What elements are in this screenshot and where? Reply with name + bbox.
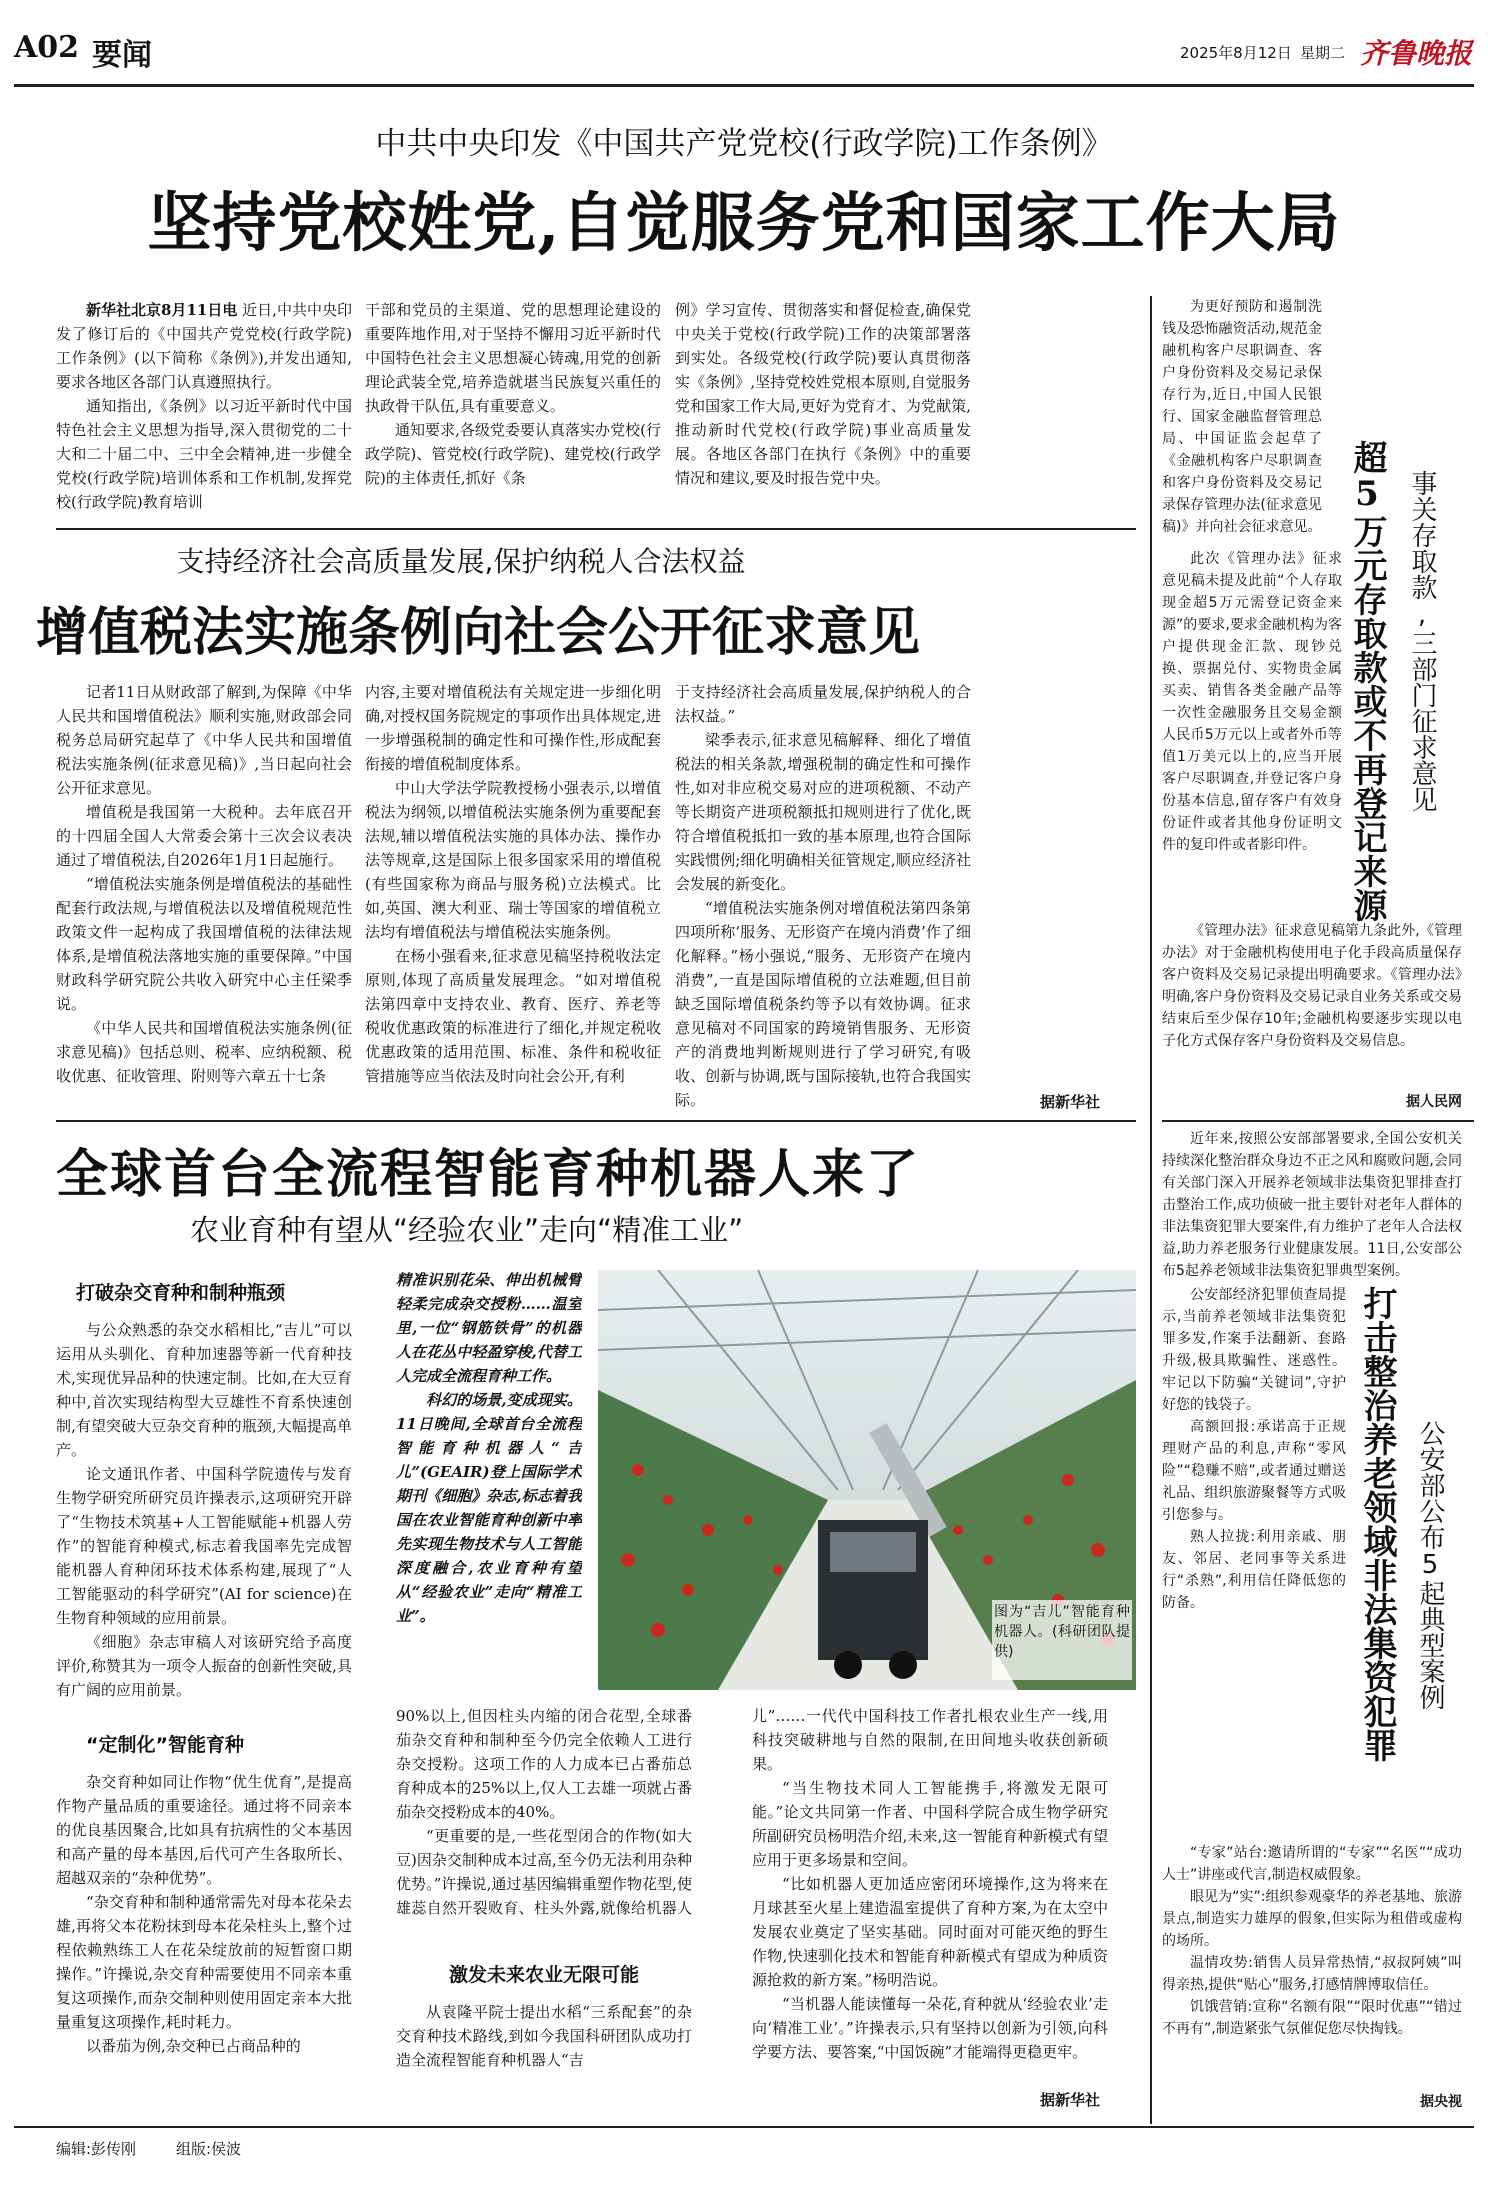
art2-kicker: 支持经济社会高质量发展,保护纳税人合法权益: [176, 545, 746, 578]
art3-c3p3: “比如机器人更加适应密闭环境操作,这为将来在月球甚至火星上建造温室提供了育种方案,为在太空中发展农业奠定了坚实基础。同时面对可能灭绝的野生作物,快速驯化技术和智能育种新模式有望成为种质资源抢救的新方案。”杨明浩说。: [752, 1875, 1108, 1989]
art1-col2: [365, 298, 661, 518]
art1-headline: 坚持党校姓党,自觉服务党和国家工作大局: [147, 186, 1341, 261]
art3-c1p1: 与公众熟悉的杂交水稻相比,“吉儿”可以运用从头驯化、育种加速器等新一代育种技术,实现优异品种的快速定制。比如,在大豆育种中,首次实现结构型大豆雄性不育系快速创制,有望突破大豆杂交育种的瓶颈,大幅提高单产。: [56, 1321, 352, 1459]
art2-c2p1: 内容,主要对增值税法有关规定进一步细化明确,对授权国务院规定的事项作出具体规定,进一步增强税制的确定性和可操作性,形成配套衔接的增值税制度体系。: [365, 683, 661, 773]
art3-subhead: 农业育种有望从“经验农业”走向“精准工业”: [190, 1213, 744, 1247]
sidebar-rule: [1150, 296, 1152, 2124]
photo-caption: 图为“吉儿”智能育种机器人。(科研团队提供): [992, 1600, 1132, 1680]
side2-p7: 温情攻势:销售人员异常热情,“叔叔阿姨”叫得亲热,提供“贴心”服务,打感情牌博取信任。: [1162, 1955, 1462, 1993]
footer-rule: [14, 2126, 1474, 2128]
art3-c3p2: “当生物技术同人工智能携手,将激发无限可能。”论文共同第一作者、中国科学院合成生物学研究所副研究员杨明浩介绍,未来,这一智能育种新模式有望应用于更多场景和空间。: [752, 1779, 1108, 1869]
side1-source: 据人民网: [1406, 1094, 1462, 1110]
art3-subhead-1: 打破杂交育种和制种瓶颈: [76, 1282, 286, 1304]
art3-lead-p2: 科幻的场景,变成现实。11日晚间,全球首台全流程智能育种机器人“吉儿”(GEAIR)登上国际学术期刊《细胞》杂志,标志着我国在农业智能育种创新中率先实现生物技术与人工智能深度融合,农业育种有望从“经验农业”走向“精准工业”。: [396, 1391, 582, 1625]
art1-col2-p1: 干部和党员的主渠道、党的思想理论建设的重要阵地作用,对于坚持不懈用习近平新时代中国特色社会主义思想凝心铸魂,用党的创新理论武装全党,培养造就堪当民族复兴重任的执政骨干队伍,具有重要意义。: [365, 301, 661, 415]
side2-top: [1162, 1128, 1462, 1282]
art2-c3p1: 于支持经济社会高质量发展,保护纳税人的合法权益。”: [675, 683, 971, 725]
art3-lead: [396, 1268, 582, 1688]
art2-c2p2: 中山大学法学院教授杨小强表示,以增值税法为纲领,以增值税法实施条例为重要配套法规,辅以增值税法实施的具体办法、操作办法等规章,这是国际上很多国家采用的增值税(有些国家称为商品与服务税)立法模式。比如,英国、澳大利亚、瑞士等国家的增值税立法均有增值税法与增值税法实施条例。: [365, 779, 661, 941]
art3-subhead-3: 激发未来农业无限可能: [448, 1964, 639, 1986]
art1-col1-text: 近日,中共中央印发了修订后的《中国共产党党校(行政学院)工作条例》(以下简称《条例》),并发出通知,要求各地区各部门认真遵照执行。: [56, 301, 352, 391]
side2-p1: 近年来,按照公安部部署要求,全国公安机关持续深化整治群众身边不正之风和腐败问题,会同有关部门深入开展养老领域非法集资犯罪排查打击整治工作,成功侦破一批主要针对老年人群体的非法集资犯罪大要案件,有力维护了老年人合法权益,助力养老服务行业健康发展。11日,公安部公布5起养老领域非法集资犯罪典型案例。: [1162, 1131, 1462, 1279]
masthead-logo: 齐鲁晚报: [1360, 37, 1473, 70]
art3-c2p3: 从袁隆平院士提出水稻“三系配套”的杂交育种技术路线,到如今我国科研团队成功打造全流程智能育种机器人“吉: [396, 2003, 692, 2069]
issue-weekday: 星期二: [1300, 44, 1346, 62]
art3-col2: [396, 1704, 692, 1920]
side2-title: 打击整治养老领域非法集资犯罪: [1357, 1286, 1397, 1762]
side1-title: 超5万元存取款或不再登记来源: [1347, 440, 1387, 922]
page-number: A02: [14, 30, 80, 65]
art1-col2-p2: 通知要求,各级党委要认真落实办党校(行政学院)、管党校(行政学院)、建党校(行政学院)的主体责任,抓好《条: [365, 421, 661, 487]
art2-c2p3: 在杨小强看来,征求意见稿坚持税收法定原则,体现了高质量发展理念。“如对增值税法第四章中支持农业、教育、医疗、养老等税收优惠政策的标准进行了细化,并规定税收优惠政策的适用范围、标准、条件和税收征管措施等应当依法及时向社会公开,有利: [365, 947, 661, 1085]
side2-p2: 公安部经济犯罪侦查局提示,当前养老领域非法集资犯罪多发,作案手法翻新、套路升级,极具欺骗性、迷惑性。牢记以下防骗“关键词”,守护好您的钱袋子。: [1162, 1287, 1346, 1413]
side1-p3: 《管理办法》征求意见稿第九条此外,《管理办法》对于金融机构使用电子化手段高质量保存客户资料及交易记录提出明确要求。《管理办法》明确,客户身份资料及交易记录自业务关系或交易结束后至少保存10年;金融机构要逐步实现以电子化方式保存客户身份资料及交易信息。: [1162, 923, 1462, 1049]
art1-dateline: 新华社北京8月11日电: [86, 301, 238, 319]
art3-c3p1: 儿”……一代代中国科技工作者扎根农业生产一线,用科技突破耕地与自然的限制,在田间地头收获创新硕果。: [752, 1707, 1108, 1773]
art2-headline: 增值税法实施条例向社会公开征求意见: [36, 602, 921, 663]
side1-body: [1162, 548, 1342, 920]
side1-p2: 此次《管理办法》征求意见稿未提及此前“个人存取现金超5万元需登记资金来源”的要求,要求金融机构为客户提供现金汇款、现钞兑换、票据兑付、实物贵金属买卖、销售各类金融产品等一次性金融服务且交易金额人民币5万元以上或者外币等值1万美元以上的,应当开展客户尽职调查,并登记客户身份基本信息,留存客户有效身份证件或者其他身份证明文件的复印件或者影印件。: [1162, 551, 1342, 853]
side1-top: [1162, 296, 1322, 546]
side2-p5: “专家”站台:邀请所谓的“专家”“名医”“成功人士”讲座或代言,制造权威假象。: [1162, 1845, 1462, 1883]
art2-c1p2: 增值税是我国第一大税种。去年底召开的十四届全国人大常委会第十三次会议表决通过了增值税法,自2026年1月1日起施行。: [56, 803, 352, 869]
sidebar-divider: [1162, 1120, 1474, 1122]
art2-source: 据新华社: [1039, 1093, 1100, 1111]
art2-c1p3: “增值税法实施条例是增值税法的基础性配套行政法规,与增值税法以及增值税规范性政策文件一起构成了我国增值税的法律法规体系,是增值税法落地实施的重要保障。”中国财政科学研究院公共收入研究中心主任梁季说。: [56, 875, 352, 1013]
art3-subhead-2: “定制化”智能育种: [86, 1734, 244, 1756]
header-rule: [14, 84, 1474, 87]
art3-c1p2: 论文通讯作者、中国科学院遗传与发育生物学研究所研究员许操表示,这项研究开辟了“生物技术筑基+人工智能赋能+机器人劳作”的智能育种模式,标志着我国率先完成智能机器人育种闭环技术体系构建,展现了“人工智能驱动的科学研究”(AI for science)在生物育种领域的应用前景。: [56, 1465, 352, 1627]
art3-c2p2: “更重要的是,一些花型闭合的作物(如大豆)因杂交制种成本过高,至今仍无法利用杂种优势。”许操说,通过基因编辑重塑作物花型,使雄蕊自然开裂败育、柱头外露,就像给机器人: [396, 1827, 692, 1917]
art3-c2p1: 90%以上,但因柱头内缩的闭合花型,全球番茄杂交育种和制种至今仍完全依赖人工进行杂交授粉。这项工作的人力成本已占番茄总育种成本的25%以上,仅人工去雄一项就占番茄杂交授粉成本的40%。: [396, 1707, 692, 1821]
footer-layout: 组版:侯波: [176, 2140, 242, 2158]
art2-c3p3: “增值税法实施条例对增值税法第四条第四项所称‘服务、无形资产在境内消费’作了细化解释。”杨小强说,“服务、无形资产在境内消费”,一直是国际增值税的立法难题,但目前缺乏国际增值税条约等予以有效协调。征求意见稿对不同国家的跨境销售服务、无形资产的消费地判断规则进行了学习研究,有吸收、创新与协调,既与国际接轨,也符合我国实际。: [675, 899, 971, 1109]
art3-col1b: [56, 1770, 352, 2106]
side2-p6: 眼见为“实”:组织参观豪华的养老基地、旅游景点,制造实力雄厚的假象,但实际为租借或虚构的场所。: [1162, 1889, 1462, 1949]
side1-bottom: [1162, 920, 1462, 1088]
art2-top-rule: [56, 528, 1136, 530]
art3-lead-p1: 精准识别花朵、伸出机械臂轻柔完成杂交授粉……温室里,一位“钢筋铁骨”的机器人在花丛中轻盈穿梭,代替工人完成全流程育种工作。: [396, 1271, 582, 1385]
art3-col2b: [396, 2000, 692, 2110]
art1-kicker: 中共中央印发《中国共产党党校(行政学院)工作条例》: [375, 126, 1113, 162]
art1-col3-p1: 例》学习宣传、贯彻落实和督促检查,确保党中央关于党校(行政学院)工作的决策部署落到实处。各级党校(行政学院)要认真贯彻落实《条例》,坚持党校姓党根本原则,自觉服务党和国家工作大局,更好为党育才、为党献策,推动新时代党校(行政学院)事业高质量发展。各地区各部门在执行《条例》中的重要情况和建议,要及时报告党中央。: [675, 301, 971, 487]
side1-kicker: 事关存取款,三部门征求意见: [1407, 470, 1437, 812]
art3-c1p5: “杂交育种和制种通常需先对母本花朵去雄,再将父本花粉抹到母本花朵柱头上,整个过程依赖熟练工人在花朵绽放前的短暂窗口期操作。”许操说,杂交育种需要使用不同亲本重复这项操作,而杂交制种则使用固定亲本大批量重复这项操作,耗时耗力。: [56, 1893, 352, 2031]
art2-c1p1: 记者11日从财政部了解到,为保障《中华人民共和国增值税法》顺利实施,财政部会同税务总局研究起草了《中华人民共和国增值税法实施条例(征求意见稿)》,当日起向社会公开征求意见。: [56, 683, 352, 797]
issue-date: 2025年8月12日: [1180, 44, 1292, 62]
art1-col1: [56, 298, 352, 518]
art3-col3: [752, 1704, 1108, 2088]
side2-p4: 熟人拉拢:利用亲戚、朋友、邻居、老同事等关系进行“杀熟”,利用信任降低您的防备。: [1162, 1529, 1346, 1611]
art3-source: 据新华社: [1039, 2091, 1100, 2109]
art3-c3p4: “当机器人能读懂每一朵花,育种就从‘经验农业’走向‘精准工业’。”许操表示,只有坚持以创新为引领,向科学要方法、要答案,“中国饭碗”才能端得更稳更牢。: [752, 1995, 1108, 2061]
art3-c1p6: 以番茄为例,杂交种已占商品种的: [86, 2037, 301, 2055]
art3-col1: [56, 1318, 352, 1714]
side2-kicker: 公安部公布5起典型案例: [1415, 1420, 1445, 1710]
side2-bottom: [1162, 1842, 1462, 2092]
side2-p8: 饥饿营销:宣称“名额有限”“限时优惠”“错过不再有”,制造紧张气氛催促您尽快掏钱。: [1162, 1999, 1462, 2037]
art2-col1: [56, 680, 352, 1112]
art2-c3p2: 梁季表示,征求意见稿解释、细化了增值税法的相关条款,增强税制的确定性和可操作性,如对非应税交易对应的进项税额、不动产等长期资产进项税额抵扣规则进行了优化,既符合增值税抵扣一致的基本原理,也符合国际实践惯例;细化明确相关征管规定,顺应经济社会发展的新变化。: [675, 731, 971, 893]
side2-mid: [1162, 1284, 1346, 1840]
side2-p3: 高额回报:承诺高于正规理财产品的利息,声称“零风险”“稳赚不赔”,或者通过赠送礼品、组织旅游聚餐等方式吸引您参与。: [1162, 1419, 1346, 1523]
footer-editor: 编辑:彭传刚: [56, 2140, 137, 2158]
art3-c1p3: 《细胞》杂志审稿人对该研究给予高度评价,称赞其为一项令人振奋的创新性突破,具有广阔的应用前景。: [56, 1633, 352, 1699]
side1-p1: 为更好预防和遏制洗钱及恐怖融资活动,规范金融机构客户尽职调查、客户身份资料及交易记录保存行为,近日,中国人民银行、国家金融监督管理总局、中国证监会起草了《金融机构客户尽职调查和客户身份资料及交易记录保存管理办法(征求意见稿)》并向社会征求意见。: [1162, 299, 1322, 535]
art3-headline: 全球首台全流程智能育种机器人来了: [56, 1144, 921, 1205]
art3-top-rule: [56, 1120, 1136, 1122]
art2-c1p4: 《中华人民共和国增值税法实施条例(征求意见稿)》包括总则、税率、应纳税额、税收优惠、征收管理、附则等六章五十七条: [56, 1019, 352, 1085]
art1-col3: [675, 298, 971, 518]
art3-c1p4: 杂交育种如同让作物“优生优育”,是提高作物产量品质的重要途径。通过将不同亲本的优良基因聚合,比如具有抗病性的父本基因和高产量的母本基因,后代可产生各取所长、超越双亲的“杂种优势”。: [56, 1773, 352, 1887]
art2-col2: [365, 680, 661, 1112]
art1-col1b: 通知指出,《条例》以习近平新时代中国特色社会主义思想为指导,深入贯彻党的二十大和二十届二中、三中全会精神,进一步健全党校(行政学院)培训体系和工作机制,发挥党校(行政学院)教育培训: [56, 397, 352, 511]
art2-col3: [675, 680, 971, 1112]
section-name: 要闻: [92, 38, 152, 73]
side2-source: 据央视: [1420, 2094, 1462, 2110]
